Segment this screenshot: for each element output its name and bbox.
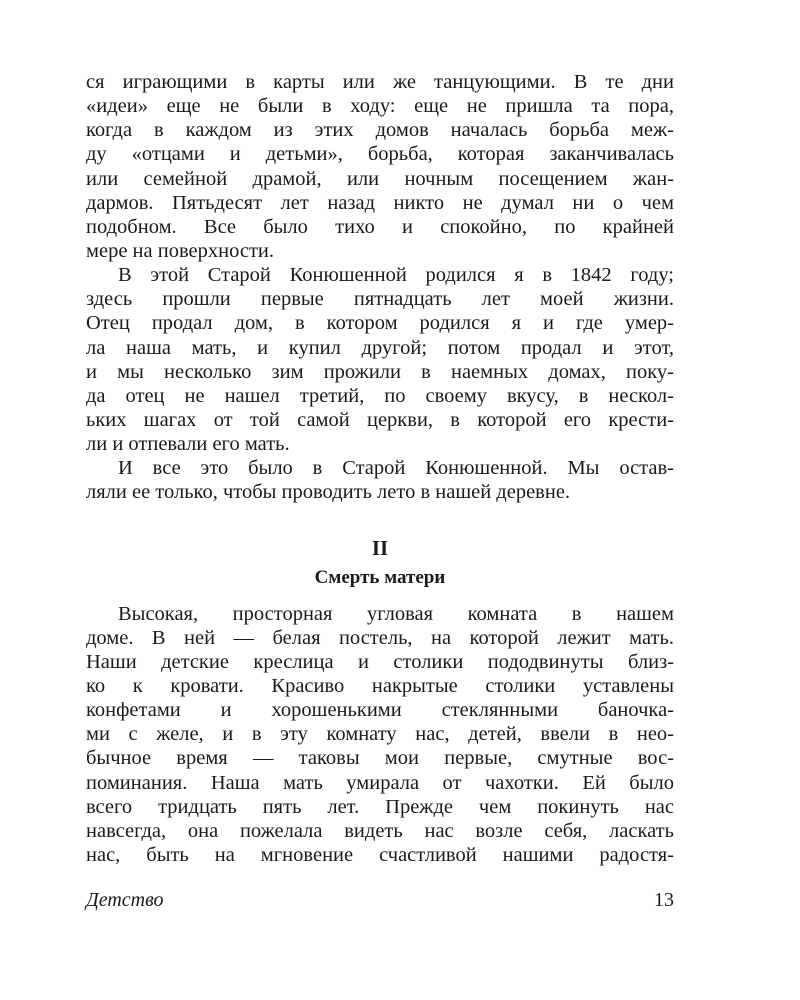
text-line: ла наша мать, и купил другой; потом продал и этот,: [86, 336, 674, 359]
text-line: Отец продал дом, в котором родился я и где умер-: [86, 312, 674, 335]
text-line: подобном. Все было тихо и спокойно, по крайней: [86, 215, 674, 238]
text-line: здесь прошли первые пятнадцать лет моей жизни.: [86, 288, 674, 311]
text-line: ьких шагах от той самой церкви, в которой его крести-: [86, 408, 674, 431]
paragraph: [86, 263, 674, 456]
text-line: ми с желе, и в эту комнату нас, детей, ввели в нео-: [86, 723, 674, 746]
text-line: мере на поверхности.: [86, 239, 275, 262]
text-line: ляли ее только, чтобы проводить лето в нашей деревне.: [86, 481, 571, 504]
text-line: И все это было в Старой Конюшенной. Мы остав-: [118, 457, 674, 480]
text-line: конфетами и хорошенькими стеклянными баночка-: [86, 699, 674, 722]
text-line: нас, быть на мгновение счастливой нашими радостя-: [86, 843, 674, 866]
paragraph: [86, 456, 674, 504]
text-line: «идеи» еще не были в ходу: еще не пришла та пора,: [86, 95, 674, 118]
text-line: ко к кровати. Красиво накрытые столики уставлены: [86, 674, 674, 697]
running-title: Детство: [86, 889, 164, 911]
page-body: [86, 70, 674, 867]
paragraph: [86, 70, 674, 263]
paragraph: [86, 602, 674, 868]
text-line: да отец не нашел третий, по своему вкусу, в нескол-: [86, 384, 674, 407]
text-line: В этой Старой Конюшенной родился я в 1842 году;: [118, 264, 674, 287]
section-number: II: [371, 535, 389, 560]
text-line: или семейной драмой, или ночным посещением жан-: [86, 167, 674, 190]
text-line: Высокая, просторная угловая комната в нашем: [118, 602, 674, 625]
text-line: бычное время — таковы мои первые, смутные вос-: [86, 747, 674, 770]
text-line: Наши детские креслица и столики пододвинуты близ-: [86, 650, 674, 673]
text-line: поминания. Наша мать умирала от чахотки. Ей было: [86, 771, 674, 794]
section-title: Смерть матери: [314, 566, 446, 588]
text-line: ся играющими в карты или же танцующими. В те дни: [86, 71, 674, 93]
text-line: доме. В ней — белая постель, на которой лежит мать.: [86, 626, 674, 649]
text-line: дармов. Пятьдесят лет назад никто не думал ни о чем: [86, 191, 674, 214]
text-line: ли и отпевали его мать.: [86, 433, 290, 456]
text-line: ду «отцами и детьми», борьба, которая заканчивалась: [86, 143, 674, 166]
text-line: когда в каждом из этих домов началась борьба меж-: [86, 119, 674, 142]
text-line: всего тридцать пять лет. Прежде чем покинуть нас: [86, 795, 674, 818]
page-footer: [86, 888, 674, 912]
text-line: и мы несколько зим прожили в наемных домах, поку-: [86, 360, 674, 383]
text-line: навсегда, она пожелала видеть нас возле себя, ласкать: [86, 819, 674, 842]
page-number: 13: [654, 889, 674, 911]
